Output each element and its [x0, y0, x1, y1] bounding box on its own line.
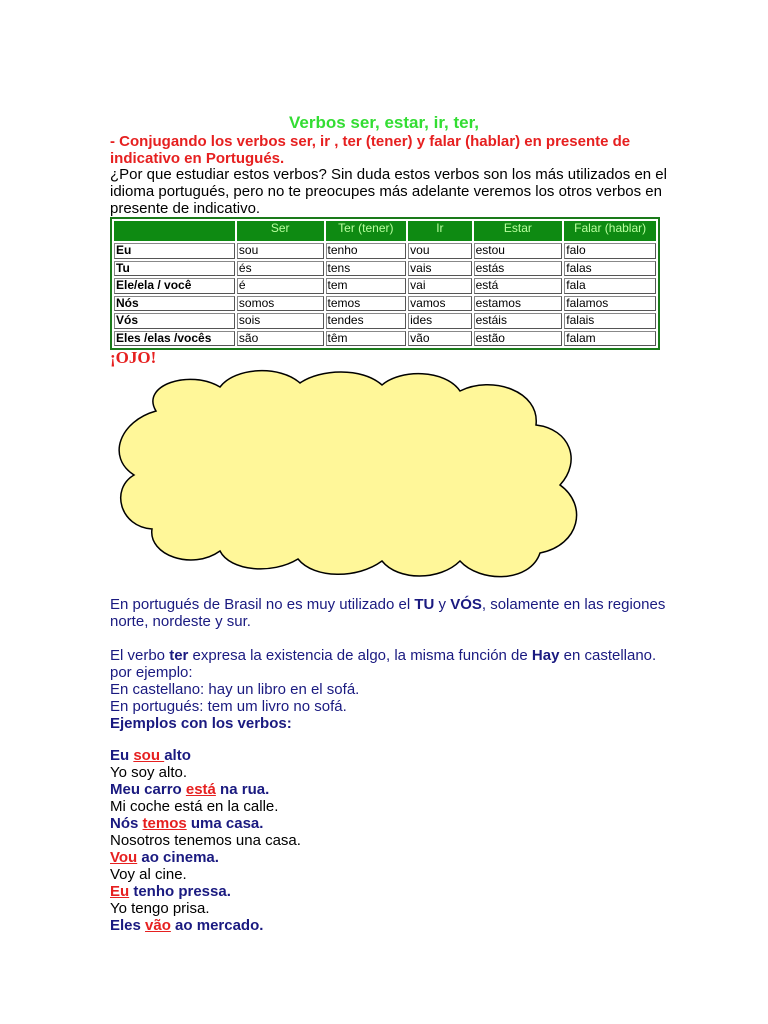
table-cell: vais — [408, 261, 471, 277]
ojo-heading: ¡OJO! — [110, 348, 157, 367]
table-cell: falamos — [564, 296, 656, 312]
cloud-outline — [119, 371, 576, 577]
example-portuguese — [110, 815, 670, 832]
text-segment: Meu carro — [110, 781, 186, 798]
text-segment: ao mercado. — [170, 917, 264, 934]
table-cell: são — [237, 331, 324, 347]
cloud-shape — [100, 365, 610, 585]
table-cell: vamos — [408, 296, 471, 312]
text-line — [110, 647, 670, 681]
table-cell: somos — [237, 296, 324, 312]
examples-list — [110, 747, 670, 934]
table-cell: Eles /elas /vocês — [114, 331, 235, 347]
table-cell: és — [237, 261, 324, 277]
text-segment: alto — [164, 747, 191, 764]
table-cell: sois — [237, 313, 324, 329]
table-cell: tenho — [326, 243, 407, 259]
example-portuguese — [110, 917, 670, 934]
text-segment: tenho pressa. — [129, 883, 231, 900]
text-segment: na rua. — [215, 781, 270, 798]
table-header-row — [114, 221, 656, 241]
table-header: Estar — [474, 221, 563, 241]
example-portuguese — [110, 849, 670, 866]
text-segment: ao cinema. — [137, 849, 219, 866]
highlighted-verb: vão — [145, 917, 171, 934]
example-spanish: Yo tengo prisa. — [110, 900, 210, 917]
text-bold: Hay — [531, 647, 560, 664]
text-segment: uma casa. — [186, 815, 264, 832]
table-cell: temos — [326, 296, 407, 312]
table-header: Ser — [237, 221, 324, 241]
example-portuguese — [110, 781, 670, 798]
text-line: En castellano: hay un libro en el sofá. — [110, 681, 360, 698]
table-cell: estáis — [474, 313, 563, 329]
table-cell: estamos — [474, 296, 563, 312]
table-cell: Vós — [114, 313, 235, 329]
table-cell: falas — [564, 261, 656, 277]
table-cell: Nós — [114, 296, 235, 312]
example-spanish: Mi coche está en la calle. — [110, 798, 279, 815]
table-row — [114, 313, 656, 329]
table-header: Falar (hablar) — [564, 221, 656, 241]
table-header: Ter (tener) — [326, 221, 407, 241]
intro-heading: - Conjugando los verbos ser, ir , ter (tener) y falar (hablar) en presente de indicativo en Portugués. — [110, 133, 631, 167]
example-portuguese — [110, 883, 670, 900]
conjugation-table — [110, 217, 660, 350]
table-cell: vou — [408, 243, 471, 259]
intro-paragraph: ¿Por que estudiar estos verbos? Sin duda estos verbos son los más utilizados en el idioma portugués, pero no te preocupes más adelante veremos los otros verbos en presente de indicativo. — [110, 166, 667, 217]
table-cell: estás — [474, 261, 563, 277]
text-segment: Nós — [110, 815, 143, 832]
table-cell: falam — [564, 331, 656, 347]
table-cell: sou — [237, 243, 324, 259]
table-row — [114, 278, 656, 294]
examples-heading: Ejemplos con los verbos: — [110, 715, 292, 732]
text-segment: expresa la existencia de algo, la misma función de — [188, 647, 532, 664]
table-cell: ides — [408, 313, 471, 329]
table-cell: falo — [564, 243, 656, 259]
table-header: Ir — [408, 221, 471, 241]
highlighted-verb: temos — [142, 815, 187, 832]
text-segment: En portugués de Brasil no es muy utilizado el — [110, 596, 415, 613]
table-cell: Ele/ela / você — [114, 278, 235, 294]
example-spanish: Nosotros tenemos una casa. — [110, 832, 301, 849]
table-cell: tens — [326, 261, 407, 277]
text-segment: , solamente en las regiones norte, nordeste y sur. — [110, 596, 666, 630]
page-title: Verbos ser, estar, ir, ter, — [289, 113, 479, 132]
text-bold: ter — [169, 647, 189, 664]
table-row — [114, 296, 656, 312]
highlighted-verb: sou — [133, 747, 165, 764]
note-paragraph — [110, 596, 670, 630]
table-cell: estou — [474, 243, 563, 259]
table-cell: fala — [564, 278, 656, 294]
example-portuguese — [110, 747, 670, 764]
table-row — [114, 261, 656, 277]
table-cell: vai — [408, 278, 471, 294]
text-segment: y — [434, 596, 451, 613]
table-cell: tendes — [326, 313, 407, 329]
highlighted-verb: está — [185, 781, 216, 798]
table-cell: têm — [326, 331, 407, 347]
table-row — [114, 331, 656, 347]
text-segment: Eu — [110, 747, 134, 764]
text-line: En portugués: tem um livro no sofá. — [110, 698, 347, 715]
table-cell: tem — [326, 278, 407, 294]
text-bold: TU — [414, 596, 435, 613]
table-header — [114, 221, 235, 241]
table-cell: Eu — [114, 243, 235, 259]
example-spanish: Voy al cine. — [110, 866, 187, 883]
text-segment: Eles — [110, 917, 146, 934]
table-cell: Tu — [114, 261, 235, 277]
text-segment: El verbo — [110, 647, 170, 664]
table-cell: estão — [474, 331, 563, 347]
table-cell: está — [474, 278, 563, 294]
text-bold: VÓS — [450, 596, 482, 613]
table-cell: é — [237, 278, 324, 294]
highlighted-verb: Vou — [110, 849, 138, 866]
table-cell: vão — [408, 331, 471, 347]
text-segment: en castellano. por ejemplo: — [110, 647, 657, 681]
table-row — [114, 243, 656, 259]
highlighted-verb: Eu — [110, 883, 130, 900]
example-spanish: Yo soy alto. — [110, 764, 187, 781]
table-cell: falais — [564, 313, 656, 329]
ter-paragraph — [110, 647, 670, 732]
